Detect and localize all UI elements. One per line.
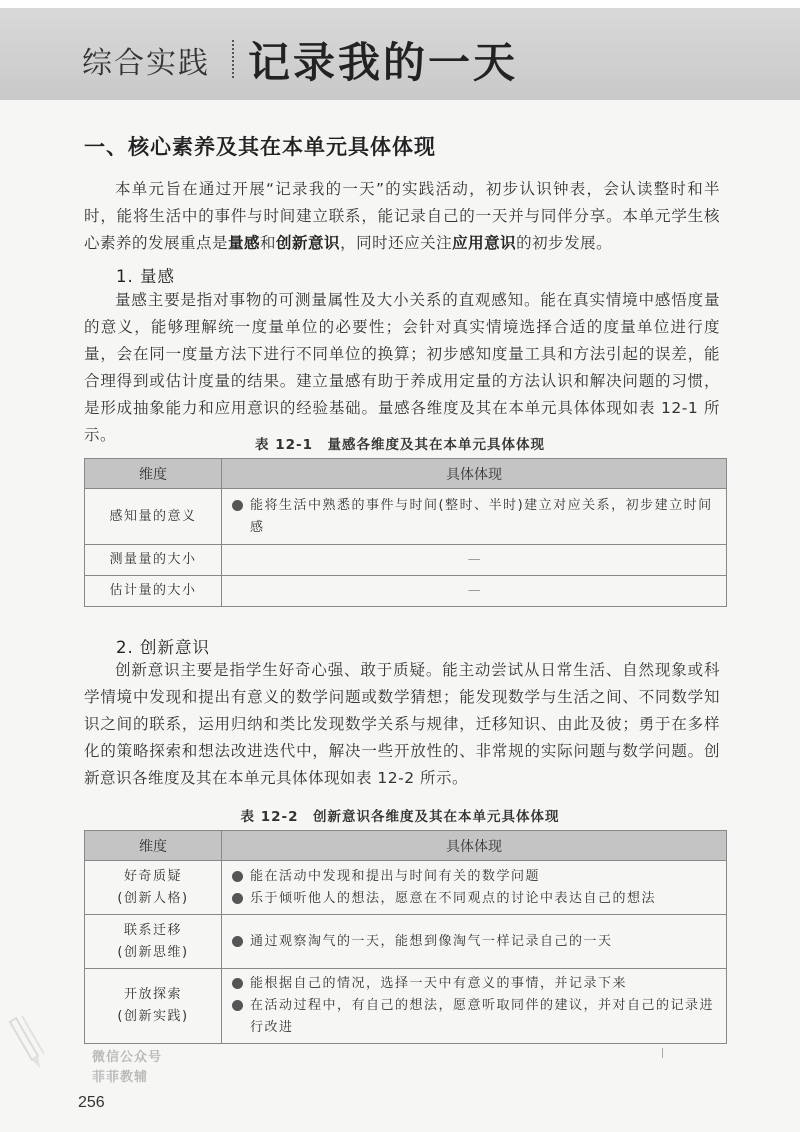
- watermark-line2: 菲菲教辅: [92, 1070, 149, 1085]
- column-header-dimension: 维度: [85, 459, 222, 489]
- intro-text: ，同时还应关注: [340, 234, 453, 252]
- table-row: [85, 545, 727, 576]
- unit-title: 记录我的一天: [248, 38, 519, 87]
- intro-paragraph: [84, 176, 720, 257]
- bullet-dot-icon: [232, 936, 243, 947]
- page-top-margin: [0, 0, 800, 8]
- embodiment-cell: [222, 489, 727, 545]
- table-header-row: [85, 459, 727, 489]
- intro-emphasis-quantity: 量感: [228, 234, 261, 252]
- table-header-row: [85, 831, 727, 861]
- innovation-heading: 2. 创新意识: [116, 638, 210, 657]
- bullet-dot-icon: [232, 893, 243, 904]
- dimension-cell: 好奇质疑 (创新人格): [85, 861, 222, 915]
- bullet-item: 能将生活中熟悉的事件与时间(整时、半时)建立对应关系，初步建立时间感: [232, 495, 718, 539]
- intro-text: 的初步发展。: [516, 234, 613, 252]
- pencil-watermark-icon: [8, 1012, 50, 1076]
- bullet-item: 乐于倾听他人的想法，愿意在不同观点的讨论中表达自己的想法: [232, 888, 718, 910]
- section-heading: 一、核心素养及其在本单元具体体现: [84, 135, 436, 159]
- table-12-1: [84, 458, 727, 607]
- table-12-2: [84, 830, 727, 1044]
- column-header-embodiment: 具体体现: [222, 459, 727, 489]
- table-12-2-caption: 表 12-2 创新意识各维度及其在本单元具体体现: [240, 809, 560, 825]
- dimension-cell: 感知量的意义: [85, 489, 222, 545]
- bullet-item: 在活动过程中，有自己的想法，愿意听取同伴的建议，并对自己的记录进行改进: [232, 995, 718, 1039]
- bullet-item: 能在活动中发现和提出与时间有关的数学问题: [232, 866, 718, 888]
- unit-label: 综合实践: [82, 46, 210, 81]
- innovation-paragraph: 创新意识主要是指学生好奇心强、敢于质疑。能主动尝试从日常生活、自然现象或科学情境中发现和提出有意义的数学问题或数学猜想；能发现数学与生活之间、不同数学知识之间的联系，运用归纳和类比发现数学关系与规律，迁移知识、由此及彼；勇于在多样化的策略探索和想法改进迭代中，解决一些开放性的、非常规的实际问题与数学问题。创新意识各维度及其在本单元具体体现如表 12-2 所示。: [84, 661, 720, 787]
- embodiment-cell: [222, 915, 727, 969]
- embodiment-cell: [222, 969, 727, 1044]
- table-12-1-caption: 表 12-1 量感各维度及其在本单元具体体现: [255, 437, 545, 453]
- dimension-cell: 开放探索 (创新实践): [85, 969, 222, 1044]
- crop-mark: [662, 1048, 663, 1058]
- intro-text: 和: [260, 234, 277, 252]
- table-row: [85, 969, 727, 1044]
- embodiment-cell: [222, 861, 727, 915]
- intro-text: 本单元旨在通过开展“记录我的一天”的实践活动，初步认识钟表，会认读整时和半时，能将生活中的事件与时间建立联系，能记录自己的一天并与同伴分享。本单元学生核心素养的发展重点是: [84, 180, 720, 252]
- bullet-dot-icon: [232, 871, 243, 882]
- table-row: [85, 576, 727, 607]
- bullet-item: 通过观察淘气的一天，能想到像淘气一样记录自己的一天: [232, 931, 718, 953]
- table-row: [85, 489, 727, 545]
- intro-emphasis-innovation: 创新意识: [276, 234, 341, 252]
- page-number: 256: [78, 1094, 105, 1111]
- bullet-dot-icon: [232, 500, 243, 511]
- quantity-paragraph: 量感主要是指对事物的可测量属性及大小关系的直观感知。能在真实情境中感悟度量的意义，能够理解统一度量单位的必要性；会针对真实情境选择合适的度量单位进行度量，会在同一度量方法下进行不同单位的换算；初步感知度量工具和方法引起的误差，能合理得到或估计度量的结果。建立量感有助于养成用定量的方法认识和解决问题的习惯，是形成抽象能力和应用意识的经验基础。量感各维度及其在本单元具体体现如表 12-1 所示。: [84, 291, 720, 444]
- intro-emphasis-application: 应用意识: [452, 234, 517, 252]
- column-header-embodiment: 具体体现: [222, 831, 727, 861]
- column-header-dimension: 维度: [85, 831, 222, 861]
- dimension-cell: 测量量的大小: [85, 545, 222, 576]
- empty-dash-cell: —: [222, 576, 727, 607]
- dimension-cell: 联系迁移 (创新思维): [85, 915, 222, 969]
- table-row: [85, 861, 727, 915]
- bullet-item: 能根据自己的情况，选择一天中有意义的事情，并记录下来: [232, 973, 718, 995]
- watermark-line1: 微信公众号: [92, 1050, 163, 1065]
- quantity-heading: 1. 量感: [116, 267, 175, 286]
- bullet-dot-icon: [232, 978, 243, 989]
- header-divider: [232, 40, 234, 78]
- dimension-cell: 估计量的大小: [85, 576, 222, 607]
- table-row: [85, 915, 727, 969]
- empty-dash-cell: —: [222, 545, 727, 576]
- bullet-dot-icon: [232, 1000, 243, 1011]
